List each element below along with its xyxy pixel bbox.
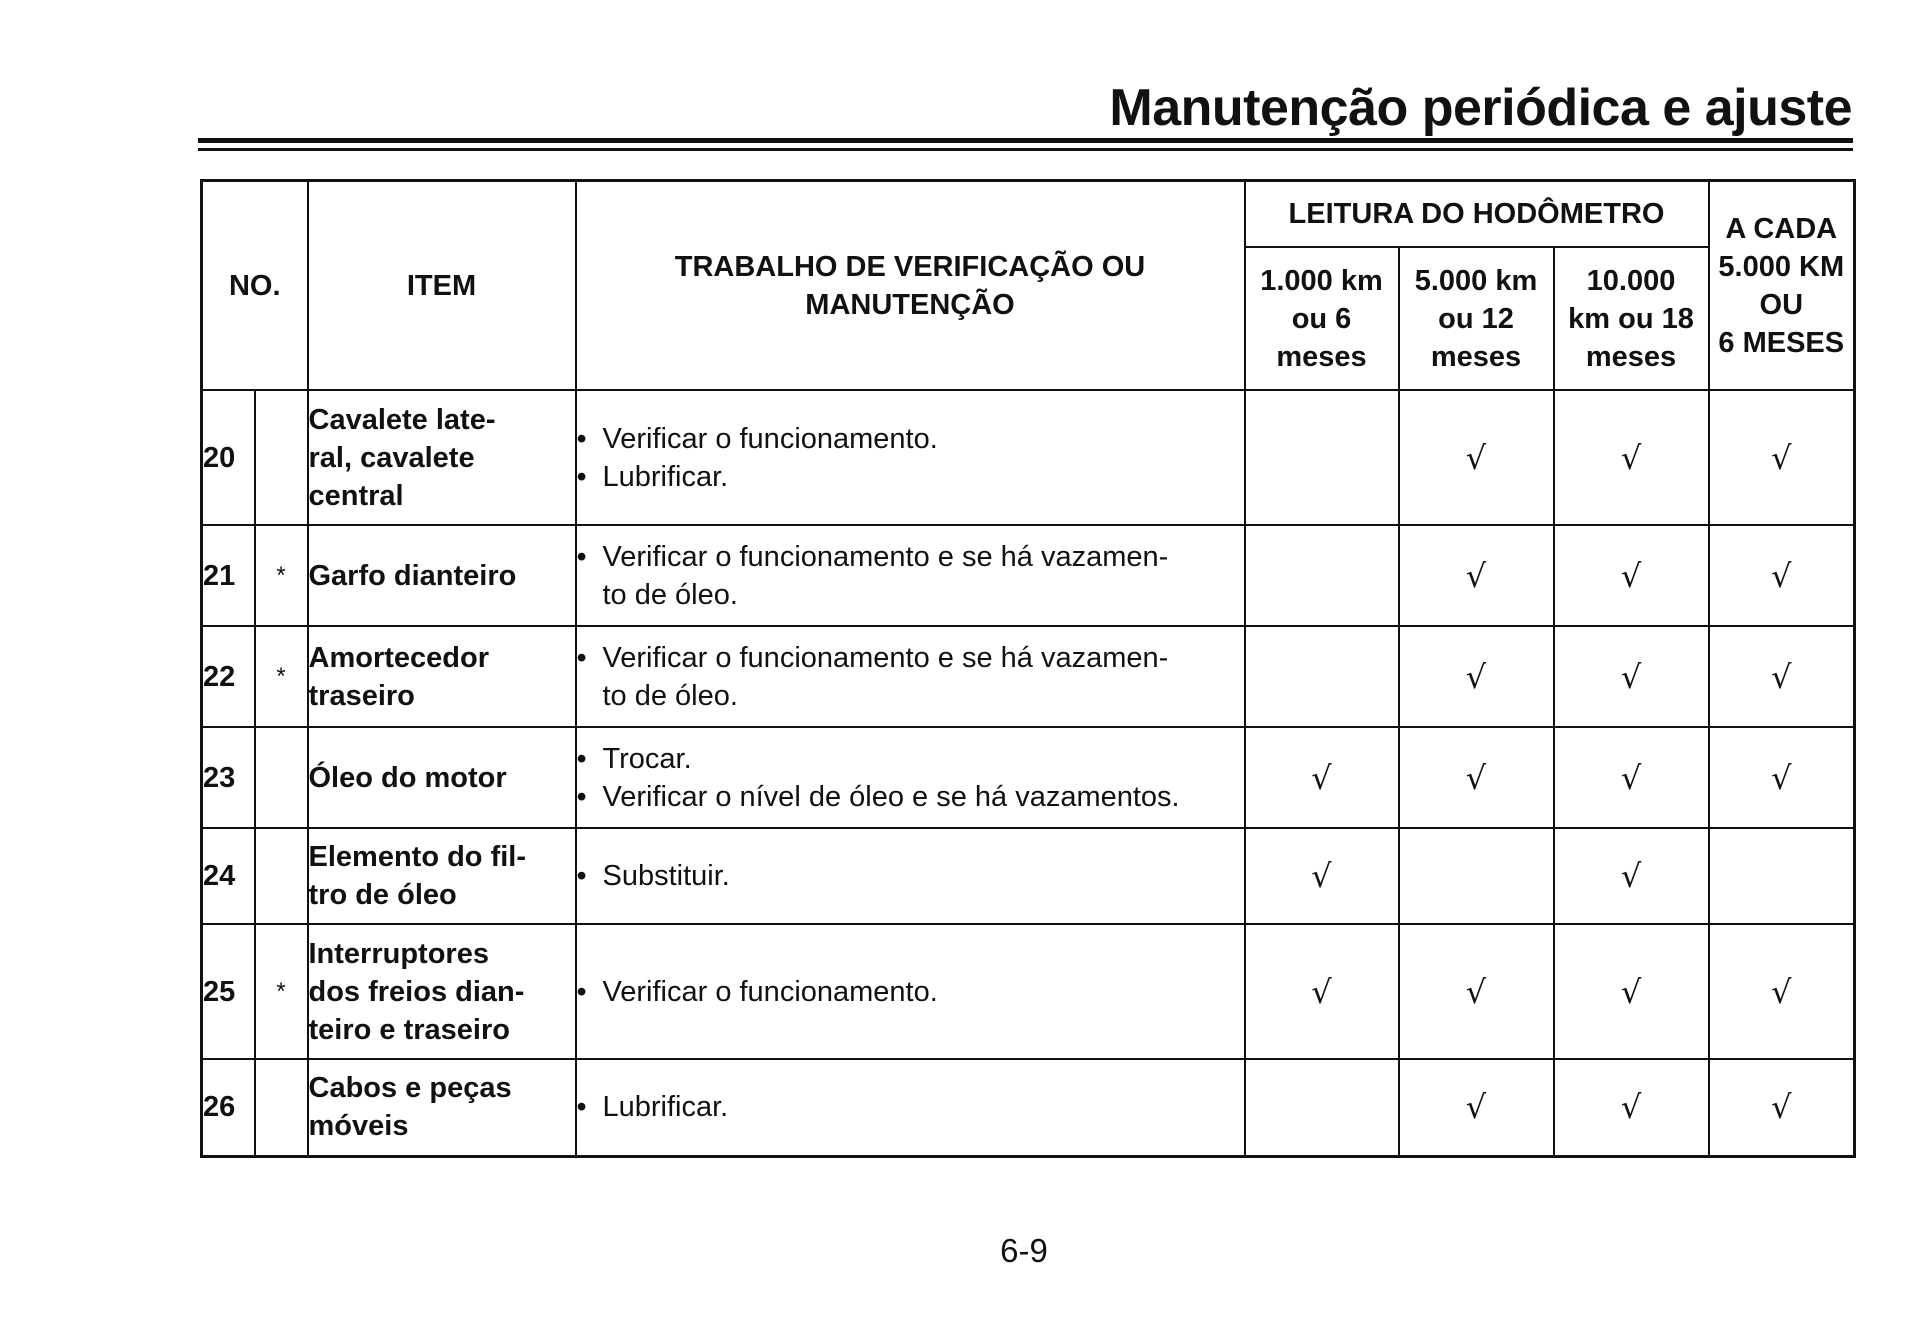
row-asterisk xyxy=(255,1059,308,1156)
check-mark: √ xyxy=(1399,390,1554,525)
table-row xyxy=(202,924,1855,1059)
header-interval-line: 5.000 km xyxy=(1414,264,1538,297)
header-no: NO. xyxy=(202,181,308,391)
row-work xyxy=(576,727,1245,828)
bullet-icon: • xyxy=(576,460,587,493)
work-line xyxy=(577,973,1244,1011)
schedule-body xyxy=(202,390,1855,1156)
header-interval-3 xyxy=(1554,247,1709,390)
row-item xyxy=(308,1059,576,1156)
bullet-icon xyxy=(577,677,603,715)
row-work xyxy=(576,626,1245,727)
header-every xyxy=(1709,181,1855,391)
work-text: Verificar o funcionamento e se há vazamen- xyxy=(602,540,1169,573)
row-item xyxy=(308,727,576,828)
row-asterisk xyxy=(255,828,308,924)
bullet-icon xyxy=(577,576,603,614)
row-number: 25 xyxy=(202,924,255,1059)
work-text: Verificar o nível de óleo e se há vazamentos. xyxy=(602,780,1180,813)
row-number: 20 xyxy=(202,390,255,525)
header-every-line: 6 MESES xyxy=(1718,326,1845,359)
header-interval-line: 1.000 km xyxy=(1260,264,1383,297)
work-text: Verificar o funcionamento e se há vazamen- xyxy=(602,641,1169,674)
check-mark xyxy=(1709,828,1855,924)
work-line xyxy=(577,677,1244,715)
row-asterisk: * xyxy=(255,525,308,626)
check-mark xyxy=(1245,390,1399,525)
item-line: Elemento do fil- xyxy=(308,841,526,873)
item-line: tro de óleo xyxy=(308,879,457,911)
check-mark: √ xyxy=(1399,727,1554,828)
check-mark: √ xyxy=(1554,525,1709,626)
bullet-icon: • xyxy=(576,1091,587,1124)
item-line: teiro e traseiro xyxy=(308,1013,510,1046)
header-interval-line: meses xyxy=(1276,340,1367,373)
header-odometer: LEITURA DO HODÔMETRO xyxy=(1245,181,1709,248)
table-row xyxy=(202,828,1855,924)
item-line: dos freios dian- xyxy=(308,975,525,1008)
row-number: 24 xyxy=(202,828,255,924)
check-mark: √ xyxy=(1399,626,1554,727)
row-asterisk xyxy=(255,727,308,828)
header-work-line2: MANUTENÇÃO xyxy=(805,288,1015,321)
row-item xyxy=(308,525,576,626)
table-row xyxy=(202,390,1855,525)
work-text: Lubrificar. xyxy=(602,460,729,493)
header-work xyxy=(576,181,1245,391)
row-asterisk: * xyxy=(255,924,308,1059)
row-number: 26 xyxy=(202,1059,255,1156)
header-interval-2 xyxy=(1399,247,1554,390)
check-mark: √ xyxy=(1554,924,1709,1059)
work-line xyxy=(577,458,1244,496)
check-mark: √ xyxy=(1245,924,1399,1059)
item-line: Cabos e peças xyxy=(308,1072,512,1105)
bullet-icon: • xyxy=(576,780,587,813)
check-mark: √ xyxy=(1709,525,1855,626)
row-number: 22 xyxy=(202,626,255,727)
table-row xyxy=(202,727,1855,828)
check-mark: √ xyxy=(1709,727,1855,828)
check-mark: √ xyxy=(1554,1059,1709,1156)
work-line xyxy=(577,538,1244,576)
header-work-line1: TRABALHO DE VERIFICAÇÃO OU xyxy=(674,250,1146,283)
check-mark: √ xyxy=(1554,828,1709,924)
bullet-icon: • xyxy=(576,422,587,455)
header-interval-line: 10.000 xyxy=(1586,264,1676,297)
work-text: Verificar o funcionamento. xyxy=(602,422,938,455)
page-number: 6-9 xyxy=(1000,1232,1048,1269)
row-item xyxy=(308,924,576,1059)
work-line xyxy=(577,420,1244,458)
work-line xyxy=(577,639,1244,677)
row-asterisk xyxy=(255,390,308,525)
row-work xyxy=(576,525,1245,626)
bullet-icon: • xyxy=(576,540,587,573)
header-interval-line: km ou 18 xyxy=(1568,302,1694,335)
header-every-line: OU xyxy=(1759,288,1804,321)
row-work xyxy=(576,924,1245,1059)
header-interval-line: ou 6 xyxy=(1291,302,1352,335)
bullet-icon: • xyxy=(576,641,587,674)
check-mark: √ xyxy=(1709,390,1855,525)
header-every-line: 5.000 KM xyxy=(1718,250,1845,283)
check-mark xyxy=(1245,1059,1399,1156)
header-interval-line: meses xyxy=(1585,340,1677,373)
check-mark: √ xyxy=(1245,727,1399,828)
work-text: Verificar o funcionamento. xyxy=(602,975,938,1008)
bullet-icon: • xyxy=(576,860,587,892)
item-line: ral, cavalete xyxy=(308,441,475,474)
item-line: Garfo dianteiro xyxy=(308,559,517,592)
check-mark: √ xyxy=(1709,626,1855,727)
row-item xyxy=(308,626,576,727)
work-text: Lubrificar. xyxy=(602,1091,729,1124)
header-item: ITEM xyxy=(308,181,576,391)
table-row xyxy=(202,1059,1855,1156)
check-mark: √ xyxy=(1399,1059,1554,1156)
item-line: traseiro xyxy=(308,679,415,712)
work-text: Substituir. xyxy=(602,860,730,892)
work-line xyxy=(577,778,1244,816)
header-rule-thin xyxy=(198,148,1853,151)
row-work xyxy=(576,828,1245,924)
item-line: Amortecedor xyxy=(308,641,489,674)
work-text: to de óleo. xyxy=(602,578,738,611)
work-line xyxy=(577,576,1244,614)
check-mark xyxy=(1245,525,1399,626)
work-line xyxy=(577,1088,1244,1126)
header-every-line: A CADA xyxy=(1725,212,1838,245)
check-mark: √ xyxy=(1554,390,1709,525)
table-row xyxy=(202,626,1855,727)
bullet-icon: • xyxy=(576,975,587,1008)
work-text: Trocar. xyxy=(602,742,692,775)
check-mark: √ xyxy=(1709,1059,1855,1156)
item-line: central xyxy=(308,479,404,512)
header-interval-line: meses xyxy=(1430,340,1522,373)
check-mark: √ xyxy=(1709,924,1855,1059)
item-line: móveis xyxy=(308,1110,409,1143)
row-work xyxy=(576,390,1245,525)
table-row xyxy=(202,525,1855,626)
work-line xyxy=(577,740,1244,778)
header-interval-line: ou 12 xyxy=(1438,302,1514,335)
header-rule-thick xyxy=(198,138,1853,143)
check-mark xyxy=(1399,828,1554,924)
work-line xyxy=(577,857,1244,895)
row-item xyxy=(308,390,576,525)
check-mark: √ xyxy=(1399,525,1554,626)
page-title: Manutenção periódica e ajuste xyxy=(1109,79,1852,137)
work-text: to de óleo. xyxy=(602,679,738,712)
row-work xyxy=(576,1059,1245,1156)
check-mark: √ xyxy=(1399,924,1554,1059)
item-line: Cavalete late- xyxy=(308,403,496,436)
maintenance-schedule-table xyxy=(200,179,1856,1158)
row-item xyxy=(308,828,576,924)
row-number: 23 xyxy=(202,727,255,828)
check-mark: √ xyxy=(1554,626,1709,727)
check-mark: √ xyxy=(1554,727,1709,828)
item-line: Óleo do motor xyxy=(308,761,507,794)
item-line: Interruptores xyxy=(308,937,489,970)
check-mark xyxy=(1245,626,1399,727)
bullet-icon: • xyxy=(576,742,587,775)
check-mark: √ xyxy=(1245,828,1399,924)
row-asterisk: * xyxy=(255,626,308,727)
row-number: 21 xyxy=(202,525,255,626)
header-interval-1 xyxy=(1245,247,1399,390)
